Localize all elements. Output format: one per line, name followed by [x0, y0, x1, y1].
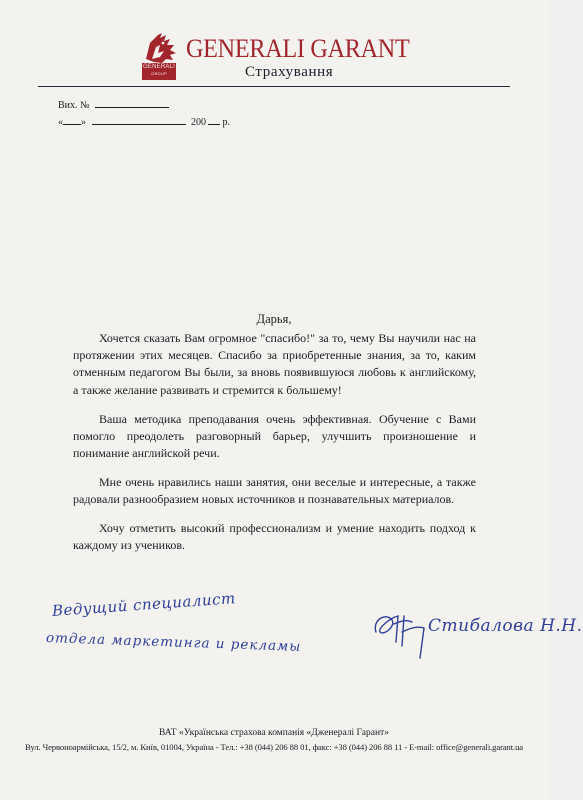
year-suffix: р.: [222, 117, 230, 128]
paragraph-3: Мне очень нравились наши занятия, они веселые и интересные, а также радовали разнообразием новых источников и познавательных материалов.: [73, 475, 476, 507]
signer-position-line2: отдела маркетинга и рекламы: [45, 630, 302, 655]
outgoing-number-label: Вих. №: [58, 100, 90, 111]
signer-position-line1: Ведущий специалист: [51, 589, 237, 620]
paragraph-2: Ваша методика преподавания очень эффективная. Обучение с Вами помогло преодолеть разговорный барьер, улучшить произношение и понимание английской речи.: [73, 412, 476, 461]
year-label: 200: [191, 117, 206, 128]
greeting: Дарья,: [256, 312, 292, 326]
footer-company: ВАТ «Українська страхова компанія «Дженералі Гарант»: [159, 728, 389, 738]
logo-subtext: GROUP: [151, 71, 167, 76]
paragraph-1: Хочется сказать Вам огромное "спасибо!" за то, чему Вы научили нас на протяжении этих месяцев. Спасибо за приобретенные знания, за то, каким отменным педагогом Вы были, за вновь появившуюся любовь к английскому, а также желание развивать и стремится к большему!: [73, 331, 476, 397]
paragraph-4: Хочу отметить высокий профессионализм и умение находить подход к каждому из учеников.: [73, 521, 476, 553]
date-line: [58, 115, 230, 128]
day-blank: [63, 115, 81, 125]
signer-name: Стибалова Н.Н.: [428, 616, 583, 636]
footer-contacts: Вул. Червоноармійська, 15/2, м. Київ, 01004, Україна - Тел.: +38 (044) 206 88 01, факс: +38 (044) 206 88 11 - E-mail: office@generali.garant.ua: [24, 742, 523, 752]
month-blank: [92, 115, 186, 125]
date-open-quote: «: [58, 117, 63, 128]
outgoing-number-blank: [95, 98, 169, 108]
brand-subtitle: Страхування: [245, 64, 334, 80]
outgoing-number-line: [58, 98, 169, 111]
logo-wordmark: [142, 63, 176, 80]
handwritten-signature: [368, 602, 434, 660]
header-divider: [38, 86, 510, 87]
year-blank: [208, 115, 220, 125]
logo-text: GENERALI: [143, 64, 175, 70]
brand-name: GENERALI GARANT: [186, 34, 410, 63]
date-close-quote: »: [81, 117, 86, 128]
